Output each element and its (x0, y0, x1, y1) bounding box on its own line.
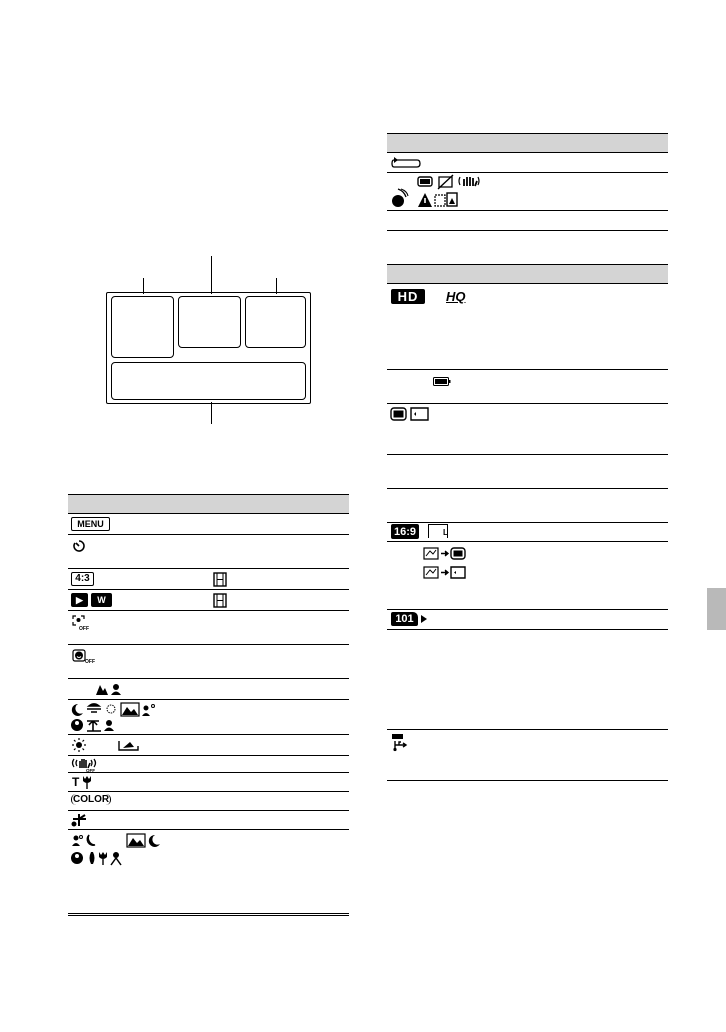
recording-mode-hq-icon: HQ (446, 289, 466, 304)
aspect-16-9-icon: 16:9 (391, 524, 419, 539)
folder-101-icon: 101 (391, 612, 418, 626)
table-row (68, 535, 349, 569)
demo-playback-icon (391, 156, 421, 170)
white-balance-icons (72, 738, 152, 753)
table-row (387, 173, 668, 211)
usb-icon (391, 733, 411, 751)
table-row (68, 611, 349, 645)
menu-icon: MENU (71, 517, 110, 531)
face-detection-off-icon (72, 615, 90, 631)
right-bottom-icon-table (387, 264, 668, 781)
table-row (387, 523, 668, 542)
table-row (387, 610, 668, 630)
left-table-header (68, 494, 349, 514)
right-top-icon-table (387, 133, 668, 231)
tele-macro-icon: T (72, 775, 80, 789)
zone-bottom (111, 362, 306, 400)
svg-text:OFF: OFF (85, 659, 95, 665)
wind-noise-icon (71, 813, 93, 827)
hdmi-icon: W (91, 593, 112, 607)
table-row (387, 404, 668, 455)
film-strip-icon (213, 572, 227, 587)
tulip-icon (81, 775, 93, 789)
table-row (387, 489, 668, 523)
media-icons (390, 407, 430, 421)
left-icon-table (68, 494, 349, 916)
table-row (387, 542, 668, 610)
recording-mode-hd-icon: HD (391, 289, 425, 304)
image-size-label: L (443, 528, 448, 537)
table-row (68, 811, 349, 830)
zone-center (178, 296, 241, 348)
intelligent-auto-icons (71, 834, 166, 866)
leader-line-bottom (211, 402, 212, 424)
zone-left (111, 296, 174, 358)
table-row (68, 792, 349, 811)
table-row (68, 756, 349, 773)
self-timer-icon (72, 539, 86, 553)
battery-icon (433, 377, 451, 386)
table-row (387, 284, 668, 370)
svg-text:OFF: OFF (79, 626, 89, 632)
table-row (68, 830, 349, 916)
landscape-portrait-icon (95, 682, 125, 696)
table-row (68, 645, 349, 679)
left-table-bottom-rule (68, 913, 349, 914)
table-row (68, 735, 349, 756)
table-row (387, 630, 668, 730)
aspect-4-3-icon: 4:3 (71, 572, 94, 586)
smile-shutter-off-icon (72, 649, 96, 665)
table-row (387, 730, 668, 781)
svg-text:OFF: OFF (86, 768, 95, 773)
x-v-color-icon: ▶ (71, 593, 88, 607)
table-row (68, 700, 349, 735)
dubbing-icons (423, 547, 475, 581)
chapter-tab-marker (707, 588, 726, 630)
color-slow-shutter-icon: COLOR (73, 794, 110, 805)
table-row (68, 514, 349, 535)
table-row (68, 590, 349, 611)
right-bottom-table-header (387, 264, 668, 284)
table-row (387, 370, 668, 404)
steadyshot-off-icon (71, 757, 97, 772)
leader-line-top-center (211, 256, 212, 294)
play-arrow-icon (421, 615, 427, 623)
table-row (387, 211, 668, 231)
screen-layout-diagram (106, 256, 311, 426)
right-top-table-header (387, 133, 668, 153)
table-row (68, 569, 349, 590)
scene-selection-icons (71, 703, 171, 733)
table-row (387, 153, 668, 173)
zone-right (245, 296, 306, 348)
table-row (68, 679, 349, 700)
film-strip-icon (213, 593, 227, 608)
table-row (68, 773, 349, 792)
table-row (387, 455, 668, 489)
warning-icons (390, 175, 482, 208)
